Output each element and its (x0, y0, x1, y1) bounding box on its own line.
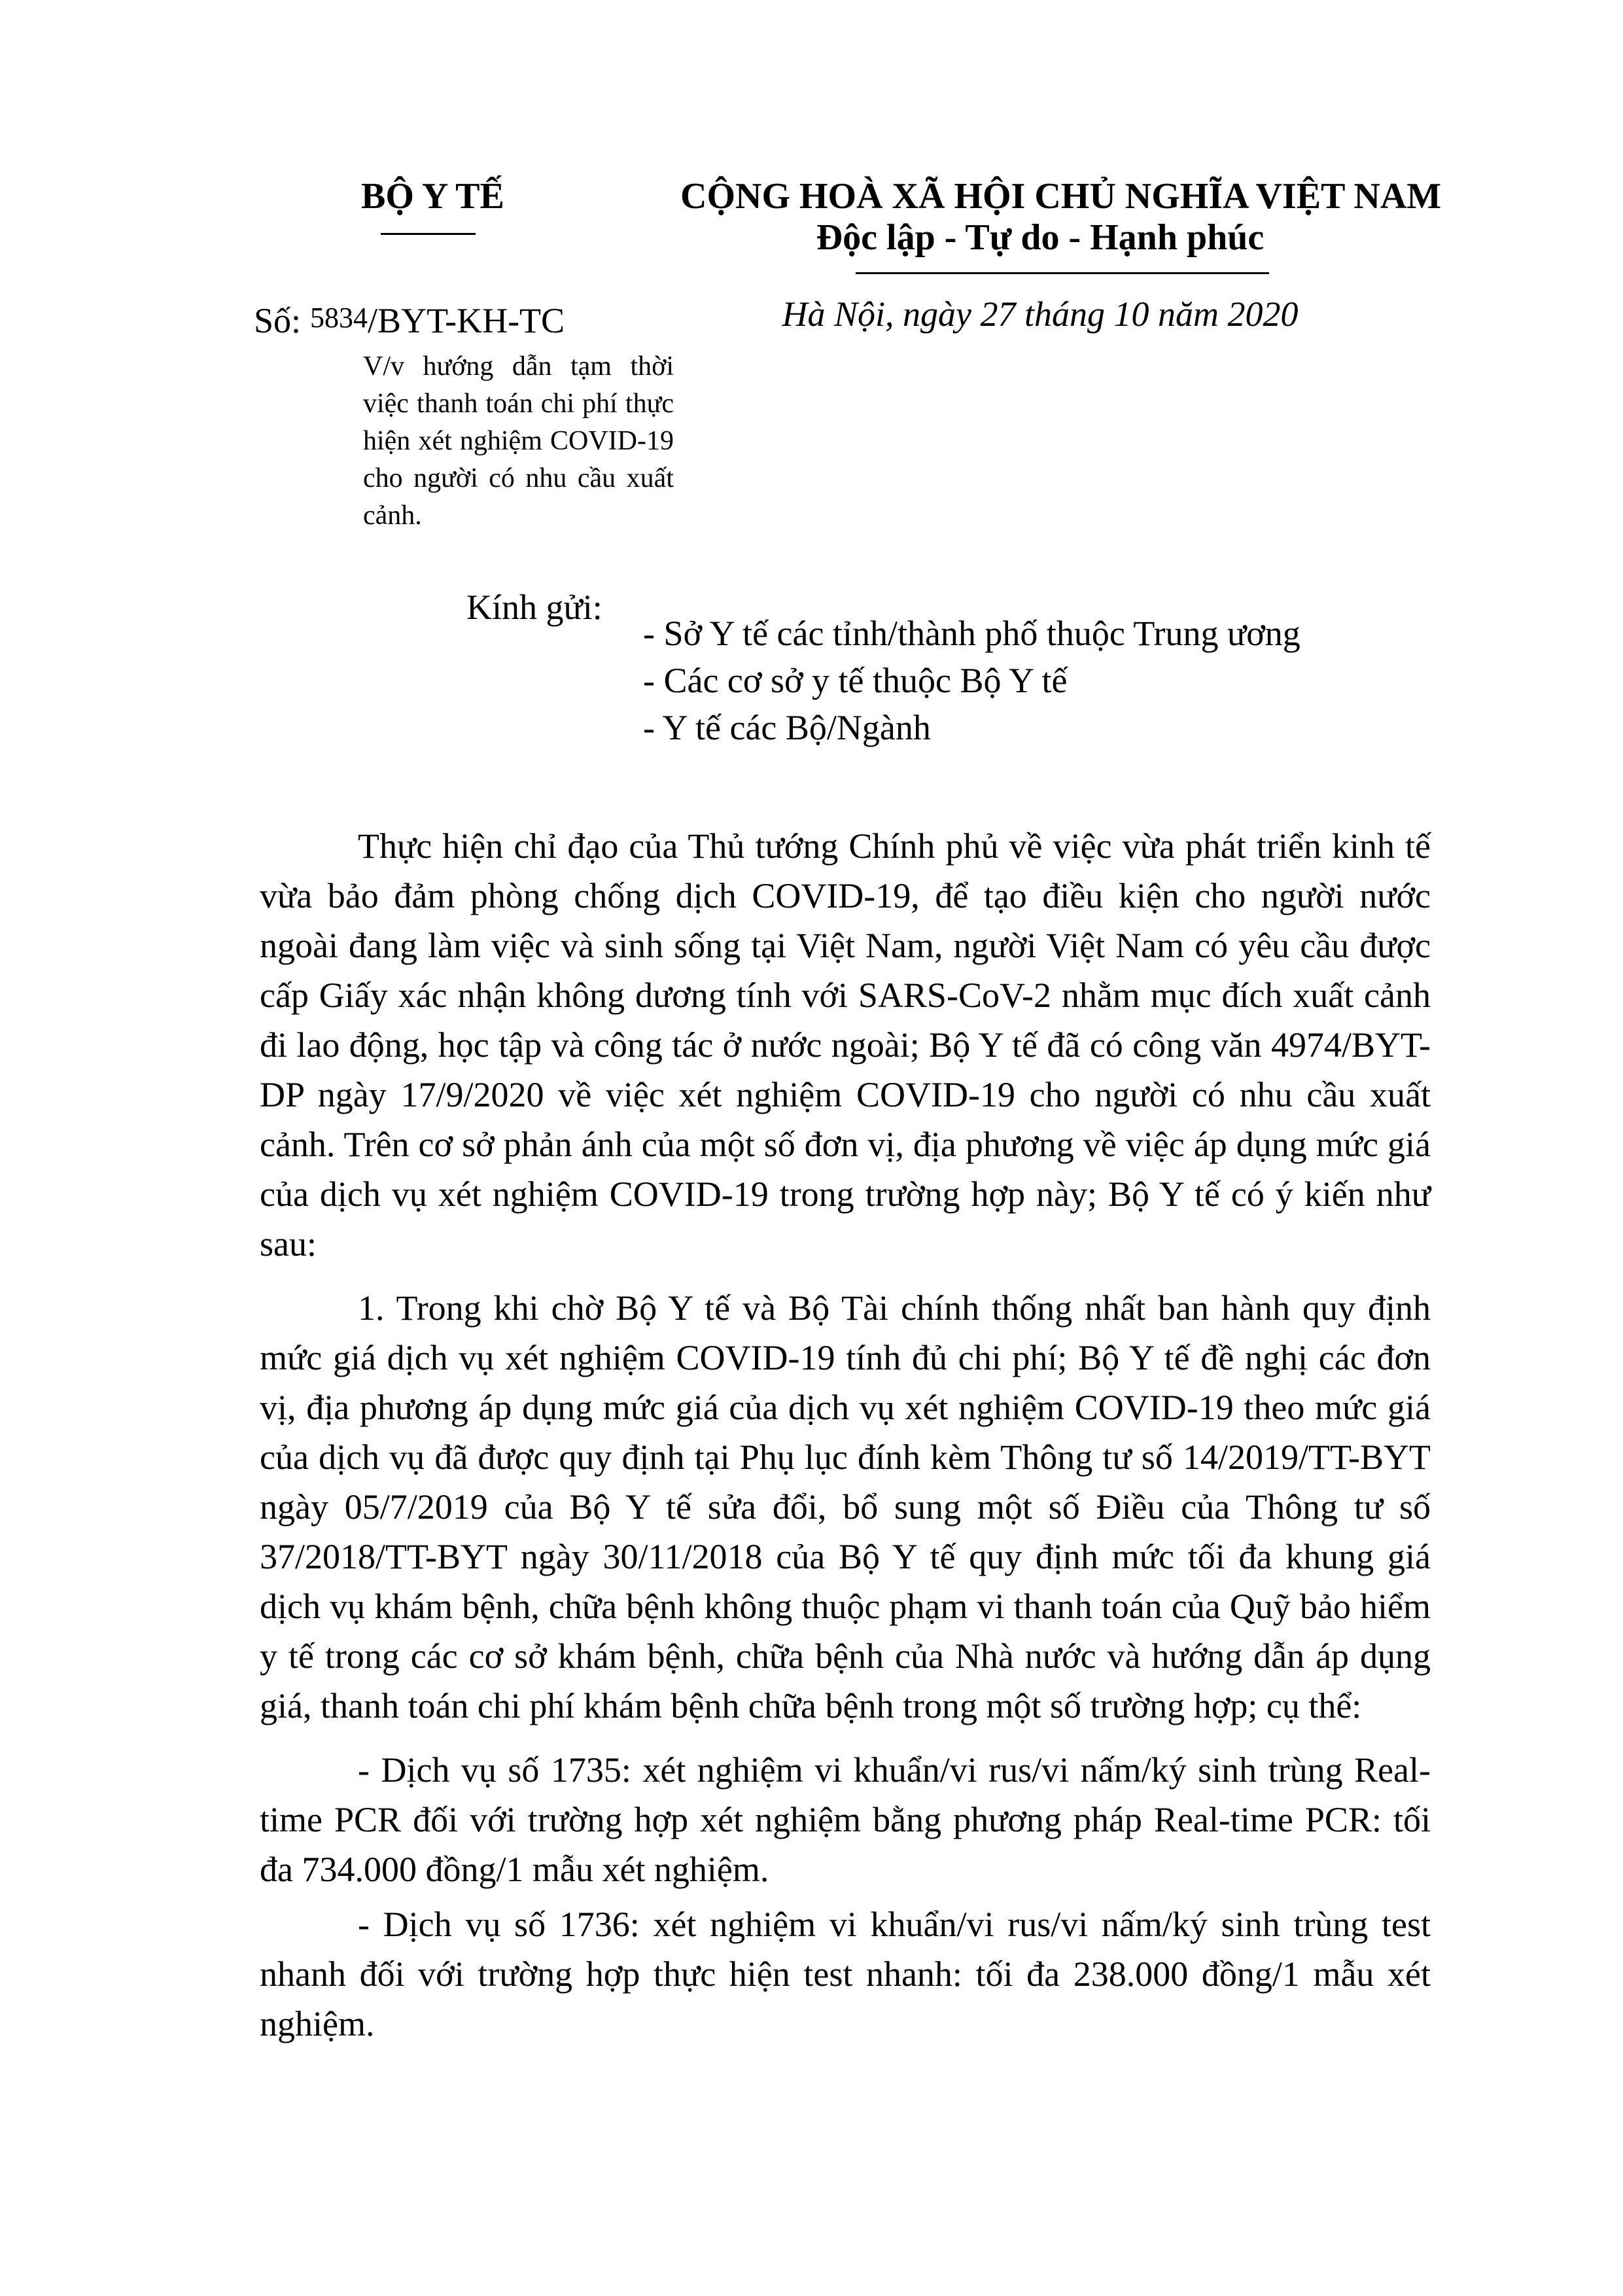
recipients-list (643, 610, 1300, 751)
body-paragraph: 1. Trong khi chờ Bộ Y tế và Bộ Tài chính thống nhất ban hành quy định mức giá dịch vụ xét nghiệm COVID-19 tính đủ chi phí; Bộ Y tế đề nghị các đơn vị, địa phương áp dụng mức giá của dịch vụ xét nghiệm COVID-19 theo mức giá của dịch vụ đã được quy định tại Phụ lục đính kèm Thông tư số 14/2019/TT-BYT ngày 05/7/2019 của Bộ Y tế sửa đổi, bổ sung một số Điều của Thông tư số 37/2018/TT-BYT ngày 30/11/2018 của Bộ Y tế quy định mức tối đa khung giá dịch vụ khám bệnh, chữa bệnh không thuộc phạm vi thanh toán của Quỹ bảo hiểm y tế trong các cơ sở khám bệnh, chữa bệnh của Nhà nước và hướng dẫn áp dụng giá, thanh toán chi phí khám bệnh chữa bệnh trong một số trường hợp; cụ thể: (260, 1288, 1431, 1725)
recipient-item: - Y tế các Bộ/Ngành (643, 708, 931, 747)
body-paragraph: Thực hiện chỉ đạo của Thủ tướng Chính phủ về việc vừa phát triển kinh tế vừa bảo đảm phòng chống dịch COVID-19, để tạo điều kiện cho người nước ngoài đang làm việc và sinh sống tại Việt Nam, người Việt Nam có yêu cầu được cấp Giấy xác nhận không dương tính với SARS-CoV-2 nhằm mục đích xuất cảnh đi lao động, học tập và công tác ở nước ngoài; Bộ Y tế đã có công văn 4974/BYT-DP ngày 17/9/2020 về việc xét nghiệm COVID-19 cho người có nhu cầu xuất cảnh. Trên cơ sở phản ánh của một số đơn vị, địa phương về việc áp dụng mức giá của dịch vụ xét nghiệm COVID-19 trong trường hợp này; Bộ Y tế có ý kiến như sau: (260, 826, 1431, 1263)
body-paragraph: - Dịch vụ số 1735: xét nghiệm vi khuẩn/vi rus/vi nấm/ký sinh trùng Real-time PCR đối với trường hợp xét nghiệm bằng phương pháp Real-time PCR: tối đa 734.000 đồng/1 mẫu xét nghiệm. (260, 1750, 1431, 1889)
country-name: CỘNG HOÀ XÃ HỘI CHỦ NGHĨA VIỆT NAM (680, 176, 1442, 217)
document-number-suffix: /BYT-KH-TC (368, 301, 565, 340)
document-body (260, 821, 1431, 2063)
place-and-date: Hà Nội, ngày 27 tháng 10 năm 2020 (782, 294, 1299, 334)
national-motto: Độc lập - Tự do - Hạnh phúc (816, 217, 1265, 258)
body-paragraph: - Dịch vụ số 1736: xét nghiệm vi khuẩn/vi rus/vi nấm/ký sinh trùng test nhanh đối với trường hợp thực hiện test nhanh: tối đa 238.000 đồng/1 mẫu xét nghiệm. (260, 1905, 1431, 2043)
recipient-item: - Các cơ sở y tế thuộc Bộ Y tế (643, 661, 1068, 700)
document-number-prefix: Số: (254, 301, 302, 340)
document-number-value: 5834 (310, 302, 368, 334)
recipient-item: - Sở Y tế các tỉnh/thành phố thuộc Trung ương (643, 614, 1300, 653)
issuing-agency: BỘ Y TẾ (361, 176, 504, 217)
recipients-label: Kính gửi: (466, 588, 602, 627)
document-subject: V/v hướng dẫn tạm thời việc thanh toán chi phí thực hiện xét nghiệm COVID-19 cho người có nhu cầu xuất cảnh. (363, 351, 674, 531)
document-number (254, 298, 565, 346)
motto-underline (856, 272, 1269, 274)
agency-underline (381, 233, 476, 235)
